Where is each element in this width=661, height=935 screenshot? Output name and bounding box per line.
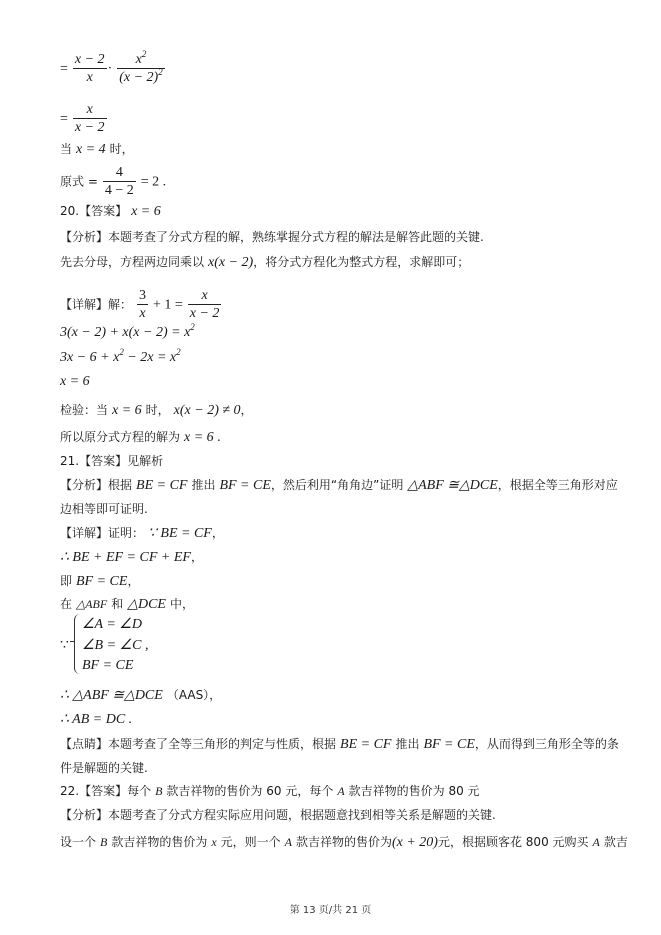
math: x(x − 2) xyxy=(208,255,254,270)
q21-detail xyxy=(60,525,224,542)
exponent: 2 xyxy=(141,49,147,59)
q20-method xyxy=(60,254,469,271)
q20-step-1 xyxy=(60,322,195,341)
text: 边相等即可证明. xyxy=(60,502,148,516)
text: 本题考查了分式方程实际应用问题，根据题意找到相等关系是解题的关键. xyxy=(108,808,496,822)
math: 3x − 6 + x xyxy=(60,350,120,365)
text: 先去分母，方程两边同乘以 xyxy=(60,255,205,269)
math: ∴ BE + EF = CF + EF xyxy=(60,550,191,565)
fraction xyxy=(73,102,107,136)
base: x xyxy=(135,52,142,67)
analysis-label: 【分析】 xyxy=(60,230,109,244)
text: 根据 xyxy=(108,478,133,492)
denominator: x xyxy=(86,70,93,85)
numerator: 3 xyxy=(139,288,146,303)
text: 即 xyxy=(60,574,73,588)
math: BF = CE xyxy=(219,478,271,493)
q20-conclusion xyxy=(60,429,221,446)
equals-sign: = xyxy=(60,61,68,77)
exponent: 2 xyxy=(190,322,195,332)
text: ， xyxy=(211,526,224,540)
math: B xyxy=(155,784,163,798)
text: 所以原分式方程的解为 xyxy=(60,430,181,444)
q21-final xyxy=(60,711,132,728)
left-brace xyxy=(74,614,81,674)
denominator: x − 2 xyxy=(189,306,220,321)
text: 和 xyxy=(111,597,124,611)
equals-sign: = xyxy=(60,111,68,127)
numerator: x xyxy=(73,102,107,119)
q21-comment xyxy=(60,736,619,753)
text: ，将分式方程化为整式方程，求解即可； xyxy=(253,255,470,269)
text: ，从而得到三角形全等的条 xyxy=(474,737,619,751)
math: x = 4 xyxy=(76,142,106,157)
comment-label: 【点睛】 xyxy=(60,737,109,751)
text: 设一个 xyxy=(60,835,97,849)
q20-step-2 xyxy=(60,347,181,366)
analysis-label: 【分析】 xyxy=(60,808,109,822)
text: 款吉 xyxy=(603,835,628,849)
derivation-line-4 xyxy=(60,165,166,199)
condition-row: BF = CE xyxy=(82,658,134,673)
math: x = 6 xyxy=(131,204,161,219)
numerator: x − 2 xyxy=(74,52,105,67)
q20-analysis xyxy=(60,229,484,245)
math: A xyxy=(284,835,292,849)
q22-answer xyxy=(60,783,480,799)
text: 款吉祥物的售价为 80 元 xyxy=(348,784,480,798)
base: (x − 2) xyxy=(119,70,159,85)
math: A xyxy=(337,784,345,798)
math: ∴ AB = DC . xyxy=(60,712,133,727)
text: 原式 = xyxy=(60,174,98,189)
q20-answer xyxy=(60,203,161,220)
text: 检验：当 xyxy=(60,403,109,417)
condition-row: ∠B = ∠C , xyxy=(82,638,149,653)
text: ，然后利用“角角边”证明 xyxy=(270,478,404,492)
detail-label: 【详解】解： xyxy=(60,297,133,312)
fraction xyxy=(73,52,107,86)
text: . xyxy=(213,430,221,445)
q21-congruence xyxy=(60,687,221,704)
q22-analysis xyxy=(60,807,496,823)
result: = 2 . xyxy=(140,174,167,190)
q20-check xyxy=(60,402,253,419)
detail-label: 【详解】证明： xyxy=(60,526,145,540)
denominator xyxy=(117,69,165,86)
exponent: 2 xyxy=(158,67,163,77)
math: ∴ △ABF ≅△DCE xyxy=(60,688,163,703)
denominator: x xyxy=(139,306,146,321)
text: 时， xyxy=(145,403,170,417)
derivation-line-2 xyxy=(60,102,108,136)
math: x = 6 xyxy=(60,374,90,389)
q21-step-3 xyxy=(60,596,194,613)
math: △ABF ≅△DCE xyxy=(407,478,498,493)
math: − 2x = x xyxy=(123,350,177,365)
text: ，根据全等三角形对应 xyxy=(497,478,618,492)
math: x = 6 xyxy=(112,403,142,418)
text: ， xyxy=(127,574,140,588)
text: 元，根据顾客花 800 元购买 xyxy=(437,835,589,849)
q21-answer xyxy=(60,453,163,469)
text: 款吉祥物的售价为 xyxy=(111,835,208,849)
fraction xyxy=(117,49,165,86)
fraction xyxy=(137,288,148,322)
because-symbol: ∵ xyxy=(60,638,69,653)
math: A xyxy=(592,835,600,849)
q22-setup xyxy=(60,834,628,851)
dot-operator: · xyxy=(107,61,113,77)
q21-comment-cont xyxy=(60,760,148,776)
math: 3(x − 2) + x(x − 2) = x xyxy=(60,325,191,340)
q20-detail-equation xyxy=(60,288,222,322)
text: 中， xyxy=(169,597,194,611)
text: 在 xyxy=(60,597,73,611)
q21-analysis xyxy=(60,477,618,494)
denominator: x − 2 xyxy=(74,120,105,135)
exponent: 2 xyxy=(119,347,124,357)
math: BF = CE xyxy=(423,737,475,752)
text: 推出 xyxy=(395,737,420,751)
math: △DCE xyxy=(127,597,166,612)
text: 时， xyxy=(109,142,134,156)
math: x = 6 xyxy=(184,430,214,445)
text: 每个 xyxy=(127,784,152,798)
exponent: 2 xyxy=(176,347,181,357)
q21-step-1 xyxy=(60,549,203,566)
q21-step-2 xyxy=(60,573,139,590)
math: (x + 20) xyxy=(391,835,438,850)
condition-row: ∠A = ∠D xyxy=(82,617,142,632)
math: BF = CE xyxy=(76,574,128,589)
math: ∵ BE = CF xyxy=(148,526,212,541)
text: （AAS）， xyxy=(166,688,222,702)
math: x xyxy=(211,835,217,849)
denominator: 4 − 2 xyxy=(104,183,134,198)
text: 当 xyxy=(60,142,73,156)
math: BE = CF xyxy=(136,478,188,493)
fraction xyxy=(103,165,136,199)
text: 件是解题的关键. xyxy=(60,761,148,775)
text: ， xyxy=(240,403,253,417)
numerator: x xyxy=(188,288,222,305)
q20-step-3 xyxy=(60,374,90,390)
math: BE = CF xyxy=(340,737,392,752)
numerator: 4 xyxy=(103,165,136,182)
answer-label: 21.【答案】 xyxy=(60,454,128,468)
text: 本题考查了全等三角形的判定与性质，根据 xyxy=(108,737,337,751)
derivation-line-1 xyxy=(60,49,166,86)
text: 元，则一个 xyxy=(220,835,281,849)
analysis-label: 【分析】 xyxy=(60,478,109,492)
text: 见解析 xyxy=(127,454,164,468)
text: 本题考查了分式方程的解，熟练掌握分式方程的解法是解答此题的关键. xyxy=(108,230,484,244)
text: ， xyxy=(190,550,203,564)
page-footer: 第 13 页/共 21 页 xyxy=(289,905,372,916)
math: △ABF xyxy=(76,597,108,611)
math: x(x − 2) ≠ 0 xyxy=(173,403,241,418)
q21-analysis-cont xyxy=(60,501,148,517)
text: 款吉祥物的售价为 xyxy=(295,835,392,849)
derivation-line-3 xyxy=(60,141,134,158)
answer-label: 22.【答案】 xyxy=(60,784,128,798)
math: B xyxy=(100,835,108,849)
math: + 1 = xyxy=(152,297,183,313)
text: 款吉祥物的售价为 60 元，每个 xyxy=(166,784,334,798)
answer-label: 20.【答案】 xyxy=(60,204,128,218)
fraction xyxy=(188,288,222,322)
text: 推出 xyxy=(191,478,216,492)
